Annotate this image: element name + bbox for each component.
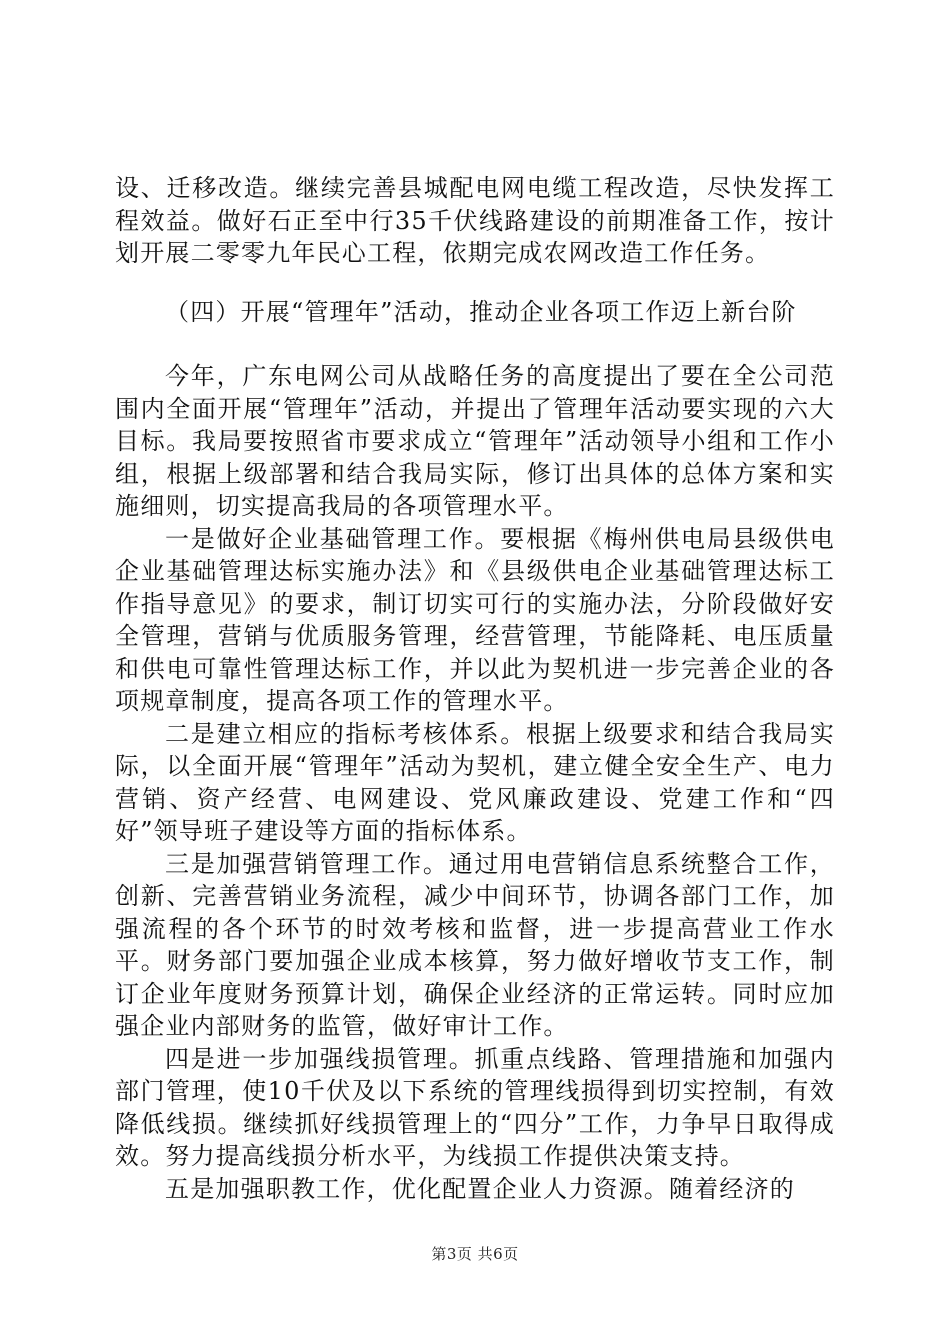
body-paragraph: 三是加强营销管理工作。通过用电营销信息系统整合工作，创新、完善营销业务流程，减少中间环节，协调各部门工作，加强流程的各个环节的时效考核和监督，进一步提高营业工作水平。财务部门要加强企业成本核算，努力做好增收节支工作，制订企业年度财务预算计划，确保企业经济的正常运转。同时应加强企业内部财务的监管，做好审计工作。 [115,849,835,1040]
body-paragraph: 今年，广东电网公司从战略任务的高度提出了要在全公司范围内全面开展“管理年”活动，并提出了管理年活动要实现的六大目标。我局要按照省市要求成立“管理年”活动领导小组和工作小组，根据上级部署和结合我局实际，修订出具体的总体方案和实施细则，切实提高我局的各项管理水平。 [115,362,835,520]
section-heading-block [115,296,835,329]
body-paragraph: 一是做好企业基础管理工作。要根据《梅州供电局县级供电企业基础管理达标实施办法》和《县级供电企业基础管理达标工作指导意见》的要求，制订切实可行的实施办法，分阶段做好安全管理，营销与优质服务管理，经营管理，节能降耗、电压质量和供电可靠性管理达标工作，并以此为契机进一步完善企业的各项规章制度，提高各项工作的管理水平。 [115,524,835,715]
section-heading: （四）开展“管理年”活动，推动企业各项工作迈上新台阶 [165,298,797,326]
page-number-label: 第3页 共6页 [431,1245,519,1263]
intro-paragraph: 设、迁移改造。继续完善县城配电网电缆工程改造，尽快发挥工程效益。做好石正至中行35千伏线路建设的前期准备工作，按计划开展二零零九年民心工程，依期完成农网改造工作任务。 [115,174,835,267]
page-footer [0,1243,950,1264]
intro-paragraph-block [115,172,835,270]
body-paragraph: 五是加强职教工作，优化配置企业人力资源。随着经济的 [165,1174,795,1203]
body-paragraph: 四是进一步加强线损管理。抓重点线路、管理措施和加强内部门管理，使10千伏及以下系统的管理线损得到切实控制，有效降低线损。继续抓好线损管理上的“四分”工作，力争早日取得成效。努力提高线损分析水平，为线损工作提供决策支持。 [115,1044,835,1170]
body-paragraph: 二是建立相应的指标考核体系。根据上级要求和结合我局实际，以全面开展“管理年”活动为契机，建立健全安全生产、电力营销、资产经营、电网建设、党风廉政建设、党建工作和“四好”领导班子建设等方面的指标体系。 [115,719,835,845]
body-paragraphs [115,360,835,1205]
